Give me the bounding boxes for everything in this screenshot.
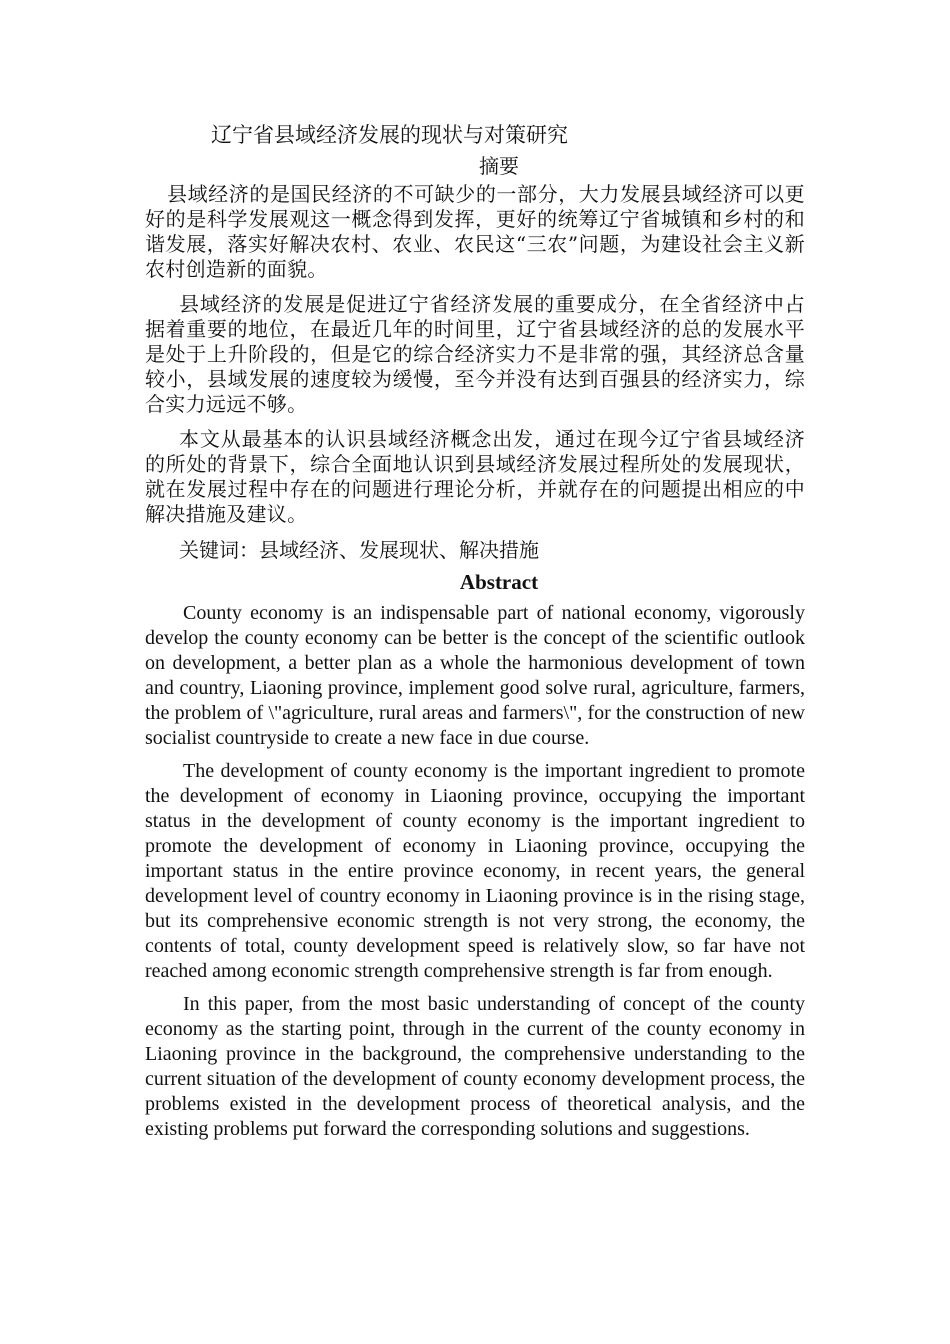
abstract-cn-paragraph: 县域经济的是国民经济的不可缺少的一部分，大力发展县域经济可以更好的是科学发展观这一概念得到发挥，更好的统筹辽宁省城镇和乡村的和谐发展，落实好解决农村、农业、农民这“三农”问题，为建设社会主义新农村创造新的面貌。: [145, 182, 805, 281]
abstract-en-paragraph: The development of county economy is the important ingredient to promote the development of economy in Liaoning province, occupying the important status in the development of county economy is the important ingredient to promote the development of economy in Liaoning province, occupying the important status in the entire province economy, in recent years, the general development level of country economy in Liaoning province is in the rising stage, but its comprehensive economic strength is not very strong, the economy, the contents of total, county development speed is relatively slow, so far have not reached among economic strength comprehensive strength is far from enough.: [145, 760, 805, 982]
abstract-en-paragraph: County economy is an indispensable part of national economy, vigorously develop the county economy can be better is the concept of the scientific outlook on development, a better plan as a whole the harmonious development of town and country, Liaoning province, implement good solve rural, agriculture, farmers, the problem of \"agriculture, rural areas and farmers\", for the construction of new socialist countryside to create a new face in due course.: [145, 602, 805, 749]
abstract-en-heading: Abstract: [459, 570, 539, 594]
document-title: 辽宁省县域经济发展的现状与对策研究: [211, 123, 568, 147]
abstract-en-paragraph: In this paper, from the most basic understanding of concept of the county economy as the starting point, through in the current of the county economy in Liaoning province in the background, the comprehensive understanding to the current situation of the development of county economy development process, the problems existed in the development process of theoretical analysis, and the existing problems put forward the corresponding solutions and suggestions.: [145, 993, 805, 1140]
abstract-cn-heading: 摘要: [479, 154, 519, 178]
document-page: [145, 118, 805, 1150]
keywords-cn: 关键词：县域经济、发展现状、解决措施: [179, 538, 539, 562]
abstract-cn-paragraph: 本文从最基本的认识县域经济概念出发，通过在现今辽宁省县域经济的所处的背景下，综合全面地认识到县域经济发展过程所处的发展现状，就在发展过程中存在的问题进行理论分析，并就存在的问题提出相应的中解决措施及建议。: [145, 427, 805, 526]
abstract-cn-paragraph: 县域经济的发展是促进辽宁省经济发展的重要成分，在全省经济中占据着重要的地位，在最近几年的时间里，辽宁省县域经济的总的发展水平是处于上升阶段的，但是它的综合经济实力不是非常的强，其经济总含量较小，县域发展的速度较为缓慢，至今并没有达到百强县的经济实力，综合实力远远不够。: [145, 292, 805, 416]
